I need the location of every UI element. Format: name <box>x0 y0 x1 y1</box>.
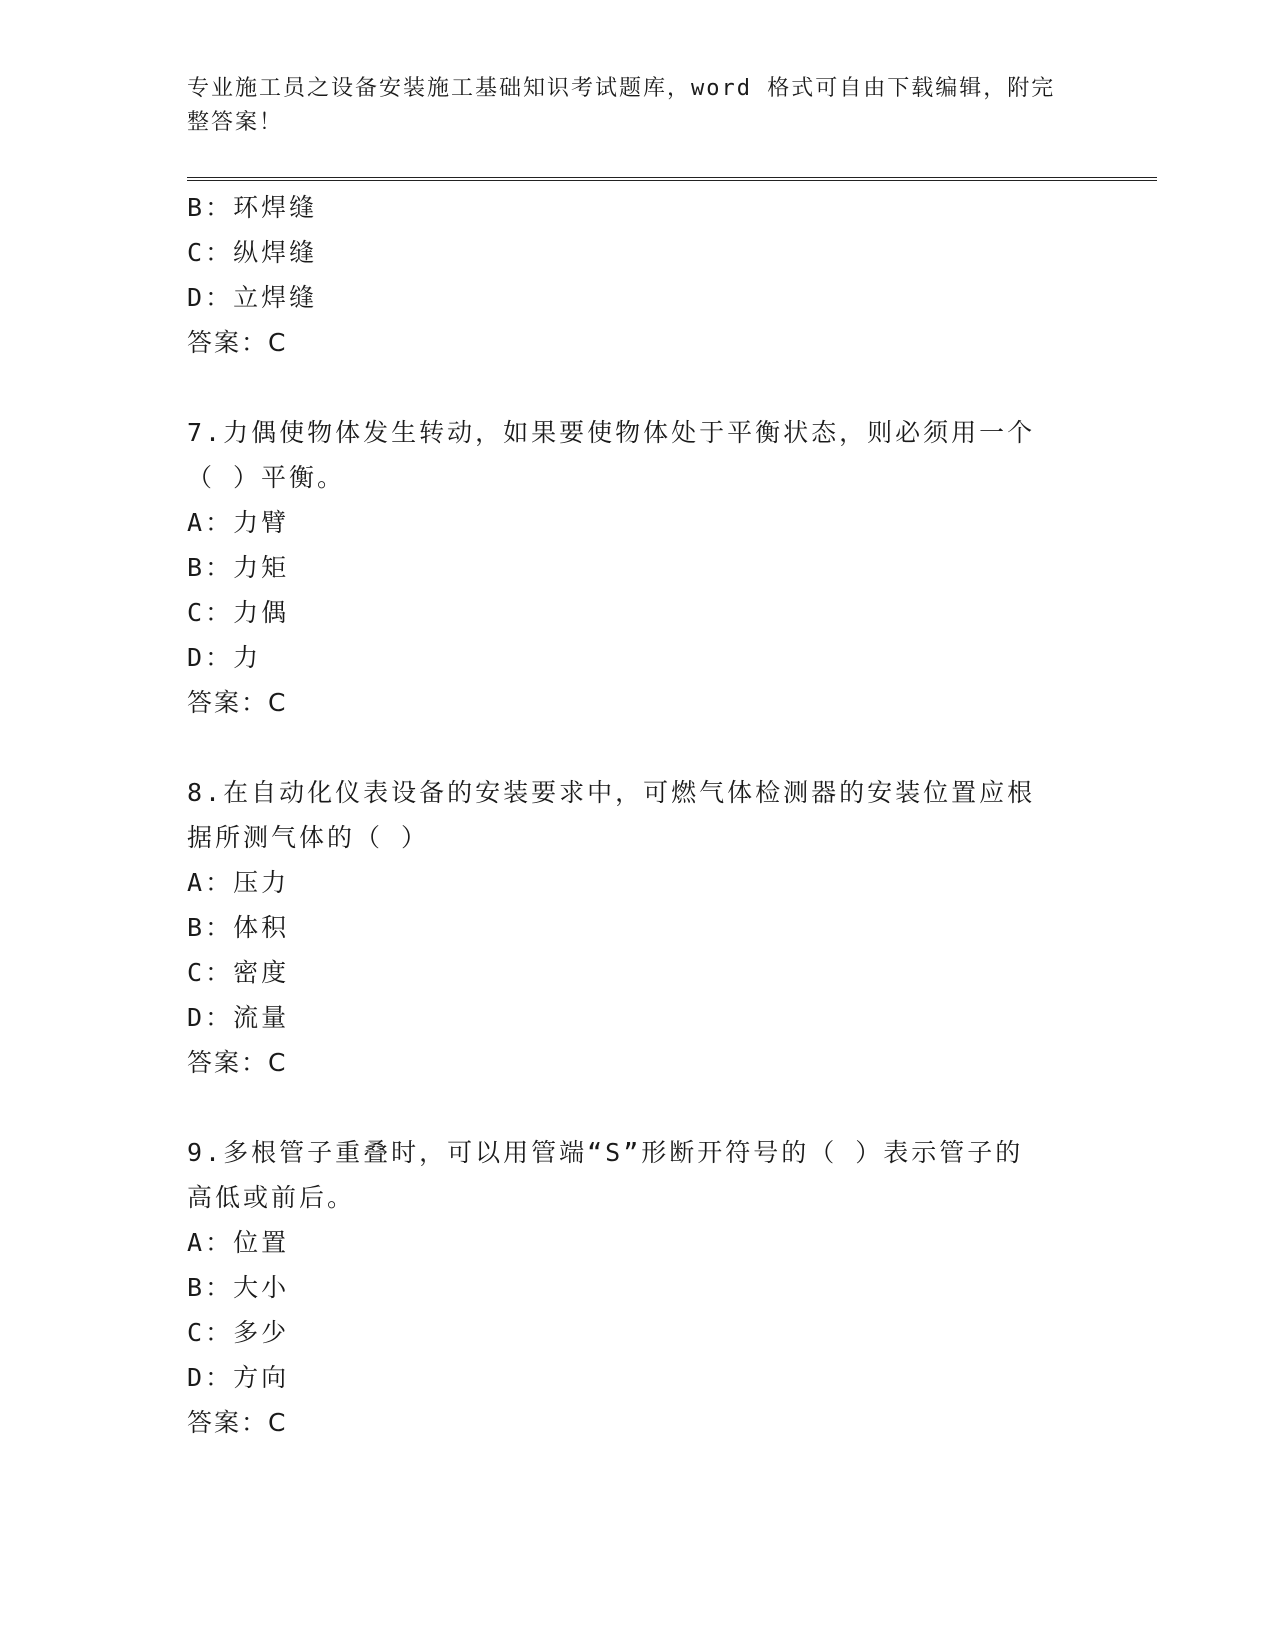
header-divider <box>187 177 1157 181</box>
question-7-text-line-2: （ ）平衡。 <box>187 463 346 492</box>
option-text: 体积 <box>233 913 290 942</box>
question-7-answer: 答案：C <box>187 688 288 717</box>
option-text: 力矩 <box>233 553 290 582</box>
option-label: B <box>187 1273 206 1302</box>
option-label: C <box>187 598 206 627</box>
option-text: 流量 <box>233 1003 290 1032</box>
option-b-prev: B：环焊缝 <box>187 193 318 222</box>
question-9-option-a: A：位置 <box>187 1228 290 1257</box>
question-7-option-c: C：力偶 <box>187 598 290 627</box>
question-8-text-line-1: 8.在自动化仪表设备的安装要求中，可燃气体检测器的安装位置应根 <box>187 778 1036 807</box>
option-text: 密度 <box>233 958 290 987</box>
option-text: 纵焊缝 <box>233 238 318 267</box>
option-label: B <box>187 553 206 582</box>
question-7-text-line-1: 7.力偶使物体发生转动，如果要使物体处于平衡状态，则必须用一个 <box>187 418 1036 447</box>
option-text: 力臂 <box>233 508 290 537</box>
question-7-option-a: A：力臂 <box>187 508 290 537</box>
page-header-line-2: 整答案！ <box>187 110 284 135</box>
option-text: 方向 <box>233 1363 290 1392</box>
question-9-option-c: C：多少 <box>187 1318 290 1347</box>
option-label: D <box>187 283 206 312</box>
question-9-option-d: D：方向 <box>187 1363 290 1392</box>
question-7-option-d: D：力 <box>187 643 262 672</box>
option-label: D <box>187 1003 206 1032</box>
question-8-text-line-2: 据所测气体的（ ） <box>187 823 430 852</box>
question-9-text-line-2: 高低或前后。 <box>187 1183 356 1212</box>
option-c-prev: C：纵焊缝 <box>187 238 318 267</box>
option-text: 力偶 <box>233 598 290 627</box>
option-text: 压力 <box>233 868 290 897</box>
option-text: 环焊缝 <box>233 193 318 222</box>
option-text: 多少 <box>233 1318 290 1347</box>
question-9-text-line-1: 9.多根管子重叠时，可以用管端“S”形断开符号的（ ）表示管子的 <box>187 1138 1024 1167</box>
option-text: 大小 <box>233 1273 290 1302</box>
question-8-option-c: C：密度 <box>187 958 290 987</box>
question-9-answer: 答案：C <box>187 1408 288 1437</box>
option-text: 立焊缝 <box>233 283 318 312</box>
option-label: D <box>187 1363 206 1392</box>
page-header <box>187 72 1067 140</box>
question-8-answer: 答案：C <box>187 1048 288 1077</box>
question-7-option-b: B：力矩 <box>187 553 290 582</box>
question-8-option-a: A：压力 <box>187 868 290 897</box>
option-label: C <box>187 238 206 267</box>
option-label: C <box>187 958 206 987</box>
option-text: 力 <box>233 643 262 672</box>
option-label: B <box>187 193 206 222</box>
option-label: A <box>187 1228 206 1257</box>
option-label: B <box>187 913 206 942</box>
option-label: C <box>187 1318 206 1347</box>
option-label: A <box>187 868 206 897</box>
option-text: 位置 <box>233 1228 290 1257</box>
question-8-option-b: B：体积 <box>187 913 290 942</box>
question-9-option-b: B：大小 <box>187 1273 290 1302</box>
page-header-line-1: 专业施工员之设备安装施工基础知识考试题库，word 格式可自由下载编辑，附完 <box>187 76 1056 101</box>
option-label: D <box>187 643 206 672</box>
option-d-prev: D：立焊缝 <box>187 283 318 312</box>
answer-prev: 答案：C <box>187 328 288 357</box>
question-8-option-d: D：流量 <box>187 1003 290 1032</box>
option-label: A <box>187 508 206 537</box>
